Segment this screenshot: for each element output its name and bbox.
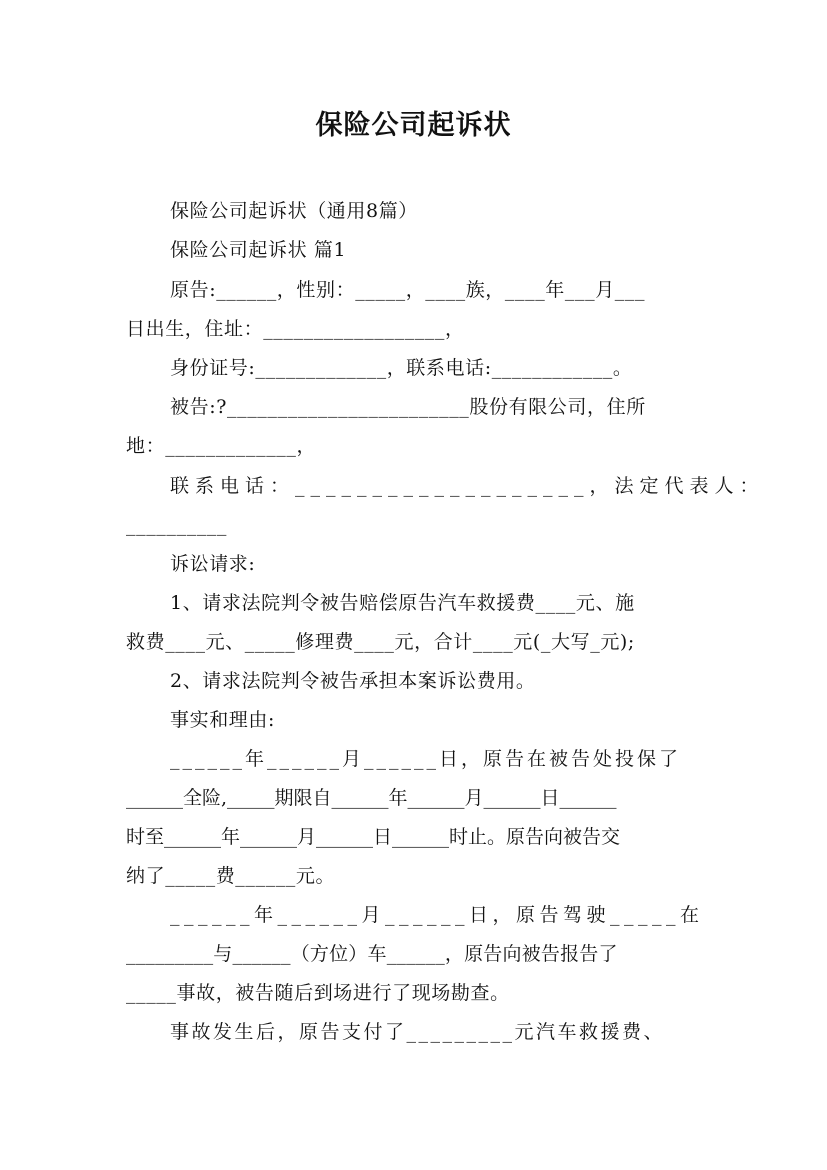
facts-heading: 事实和理由:	[170, 709, 276, 731]
plaintiff-line: 原告:______，性别：_____，____族，____年___月___	[170, 279, 646, 301]
facts-line-4: 纳了_____费______元。	[126, 865, 336, 887]
facts-line-3: 时至______年______月______日______时止。原告向被告交	[126, 826, 621, 848]
claim-1-line: 1、请求法院判令被告赔偿原告汽车救援费____元、施	[170, 592, 635, 614]
plaintiff-line-cont: 日出生，住址：__________________，	[126, 318, 465, 340]
document-title: 保险公司起诉状	[315, 110, 512, 141]
section-heading: 保险公司起诉状 篇1	[170, 239, 347, 261]
facts-line-2: ______全险,_____期限自______年______月______日______	[126, 787, 617, 809]
claim-2-line: 2、请求法院判令被告承担本案诉讼费用。	[170, 670, 536, 692]
id-phone-line: 身份证号:_____________，联系电话:____________。	[170, 357, 633, 379]
claim-1-line-cont: 救费____元、_____修理费____元，合计____元(_大写_元);	[126, 631, 635, 653]
contact-line: 联系电话：___________________，法定代表人：	[170, 475, 765, 497]
facts-line-6: _________与______（方位）车______，原告向被告报告了	[126, 943, 618, 965]
claims-heading: 诉讼请求:	[170, 553, 256, 575]
facts-line-8: 事故发生后，原告支付了_________元汽车救援费、	[170, 1021, 666, 1043]
facts-line-5: ______年______月______日，原告驾驶_____在	[170, 904, 704, 926]
defendant-line: 被告:?________________________股份有限公司，住所	[170, 396, 646, 418]
facts-line-7: _____事故，被告随后到场进行了现场勘查。	[126, 982, 510, 1004]
contact-line-cont: __________	[126, 514, 227, 536]
facts-line-1: ______年______月______日，原告在被告处投保了	[170, 748, 682, 770]
subtitle-line: 保险公司起诉状（通用8篇）	[170, 200, 418, 222]
defendant-line-cont: 地：_____________，	[126, 435, 317, 457]
